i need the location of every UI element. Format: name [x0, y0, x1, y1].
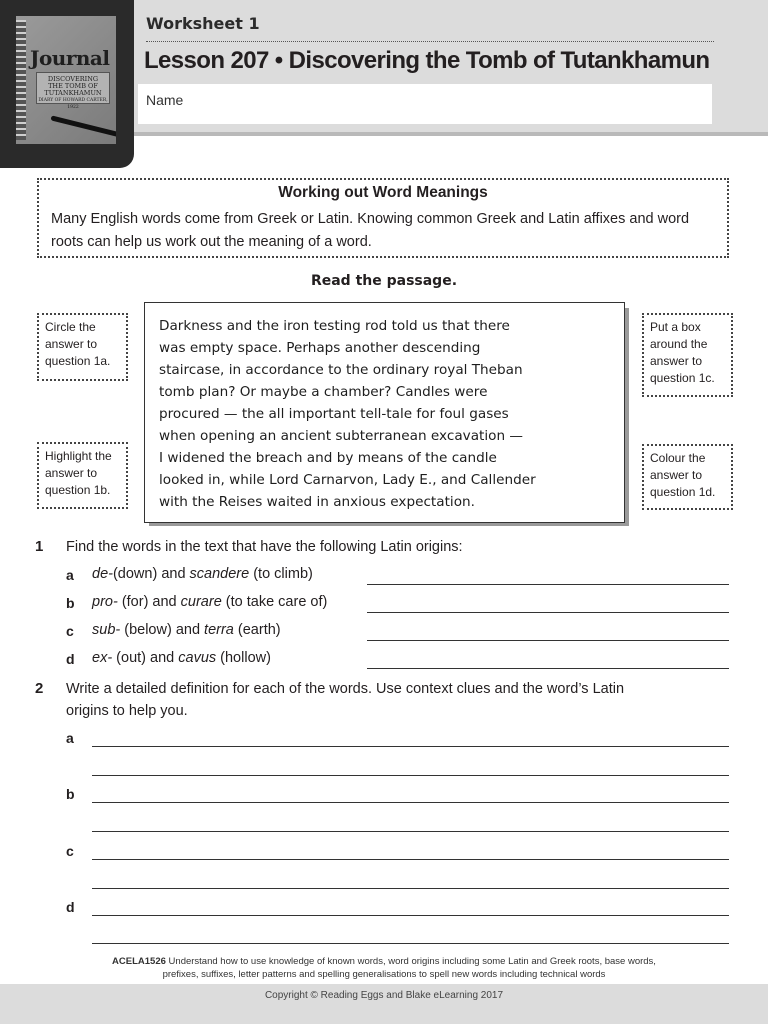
passage-line: looked in, while Lord Carnarvon, Lady E., and Callender	[159, 472, 536, 488]
answer-line-2d-2[interactable]	[92, 943, 729, 944]
question-1b-text: pro- (for) and curare (to take care of)	[92, 594, 328, 610]
answer-line-2b-2[interactable]	[92, 831, 729, 832]
question-2-text-line2: origins to help you.	[66, 703, 188, 719]
answer-line-2d-1[interactable]	[92, 915, 729, 916]
question-1c-letter: c	[66, 623, 74, 639]
note-question-1b: Highlight the answer to question 1b.	[37, 442, 128, 509]
answer-line-2b-1[interactable]	[92, 802, 729, 803]
question-1b-letter: b	[66, 595, 75, 611]
question-1-text: Find the words in the text that have the following Latin origins:	[66, 539, 463, 555]
journal-cover-tab	[0, 0, 134, 168]
word-meanings-box	[37, 178, 729, 258]
answer-line-2a-2[interactable]	[92, 775, 729, 776]
passage-text	[159, 315, 619, 513]
passage-line: I widened the breach and by means of the candle	[159, 450, 497, 466]
question-1c-text: sub- (below) and terra (earth)	[92, 622, 281, 638]
header-divider	[146, 41, 714, 42]
pen-icon	[50, 115, 116, 137]
answer-line-1b[interactable]	[367, 612, 729, 613]
name-field[interactable]	[138, 84, 712, 124]
question-1a-text: de-(down) and scandere (to climb)	[92, 566, 313, 582]
passage-line: when opening an ancient subterranean excavation —	[159, 428, 523, 444]
question-2b-letter: b	[66, 786, 75, 802]
curriculum-code: ACELA1526	[112, 956, 166, 967]
passage-line: Darkness and the iron testing rod told us that there	[159, 318, 510, 334]
question-2-number: 2	[35, 680, 44, 697]
note-question-1a: Circle the answer to question 1a.	[37, 313, 128, 381]
word-meanings-title: Working out Word Meanings	[278, 184, 488, 201]
passage-line: with the Reises waited in anxious expectation.	[159, 494, 475, 510]
answer-line-2c-1[interactable]	[92, 859, 729, 860]
passage-line: was empty space. Perhaps another descending	[159, 340, 481, 356]
journal-label-line: DIARY OF HOWARD CARTER, 1922	[38, 98, 108, 110]
passage-box	[144, 302, 625, 523]
journal-cover-label	[36, 72, 110, 110]
question-2a-letter: a	[66, 730, 74, 746]
word-meanings-text: Many English words come from Greek or Latin. Knowing common Greek and Latin affixes and word roots can help us work out the meaning of a word.	[51, 211, 690, 250]
question-1d-letter: d	[66, 651, 75, 667]
journal-label-line: TUTANKHAMUN	[44, 89, 102, 97]
note-question-1c: Put a box around the answer to question 1c.	[642, 313, 733, 397]
lesson-title: Lesson 207 • Discovering the Tomb of Tutankhamun	[144, 47, 710, 74]
question-2-text-line1: Write a detailed definition for each of the words. Use context clues and the word’s Latin	[66, 681, 625, 697]
journal-label-line: DISCOVERING	[47, 75, 99, 83]
journal-label-line: THE TOMB OF	[48, 82, 98, 90]
answer-line-1d[interactable]	[367, 668, 729, 669]
footer-band	[0, 984, 768, 1024]
curriculum-note	[100, 955, 668, 981]
question-1d-text: ex- (out) and cavus (hollow)	[92, 650, 271, 666]
answer-line-1c[interactable]	[367, 640, 729, 641]
journal-cover-title: Journal	[30, 46, 110, 70]
spiral-binding	[16, 20, 26, 140]
passage-line: staircase, in accordance to the ordinary royal Theban	[159, 362, 523, 378]
copyright: Copyright © Reading Eggs and Blake eLearning 2017	[264, 990, 504, 1001]
read-passage-heading: Read the passage.	[310, 273, 458, 289]
journal-cover-image	[16, 16, 116, 144]
question-1-number: 1	[35, 538, 44, 555]
name-label: Name	[146, 92, 184, 108]
question-1a-letter: a	[66, 567, 74, 583]
passage-line: tomb plan? Or maybe a chamber? Candles were	[159, 384, 488, 400]
answer-line-1a[interactable]	[367, 584, 729, 585]
question-2d-letter: d	[66, 899, 75, 915]
curriculum-note-line2: prefixes, suffixes, letter patterns and spelling generalisations to spell new words including technical words	[162, 969, 606, 980]
question-2c-letter: c	[66, 843, 74, 859]
note-question-1d: Colour the answer to question 1d.	[642, 444, 733, 510]
passage-line: procured — the all important tell-tale for foul gases	[159, 406, 509, 422]
curriculum-note-line1: ACELA1526 Understand how to use knowledge of known words, word origins including some Latin and Greek roots, base words,	[112, 956, 656, 967]
worksheet-label: Worksheet 1	[146, 14, 260, 33]
answer-line-2c-2[interactable]	[92, 888, 729, 889]
answer-line-2a-1[interactable]	[92, 746, 729, 747]
